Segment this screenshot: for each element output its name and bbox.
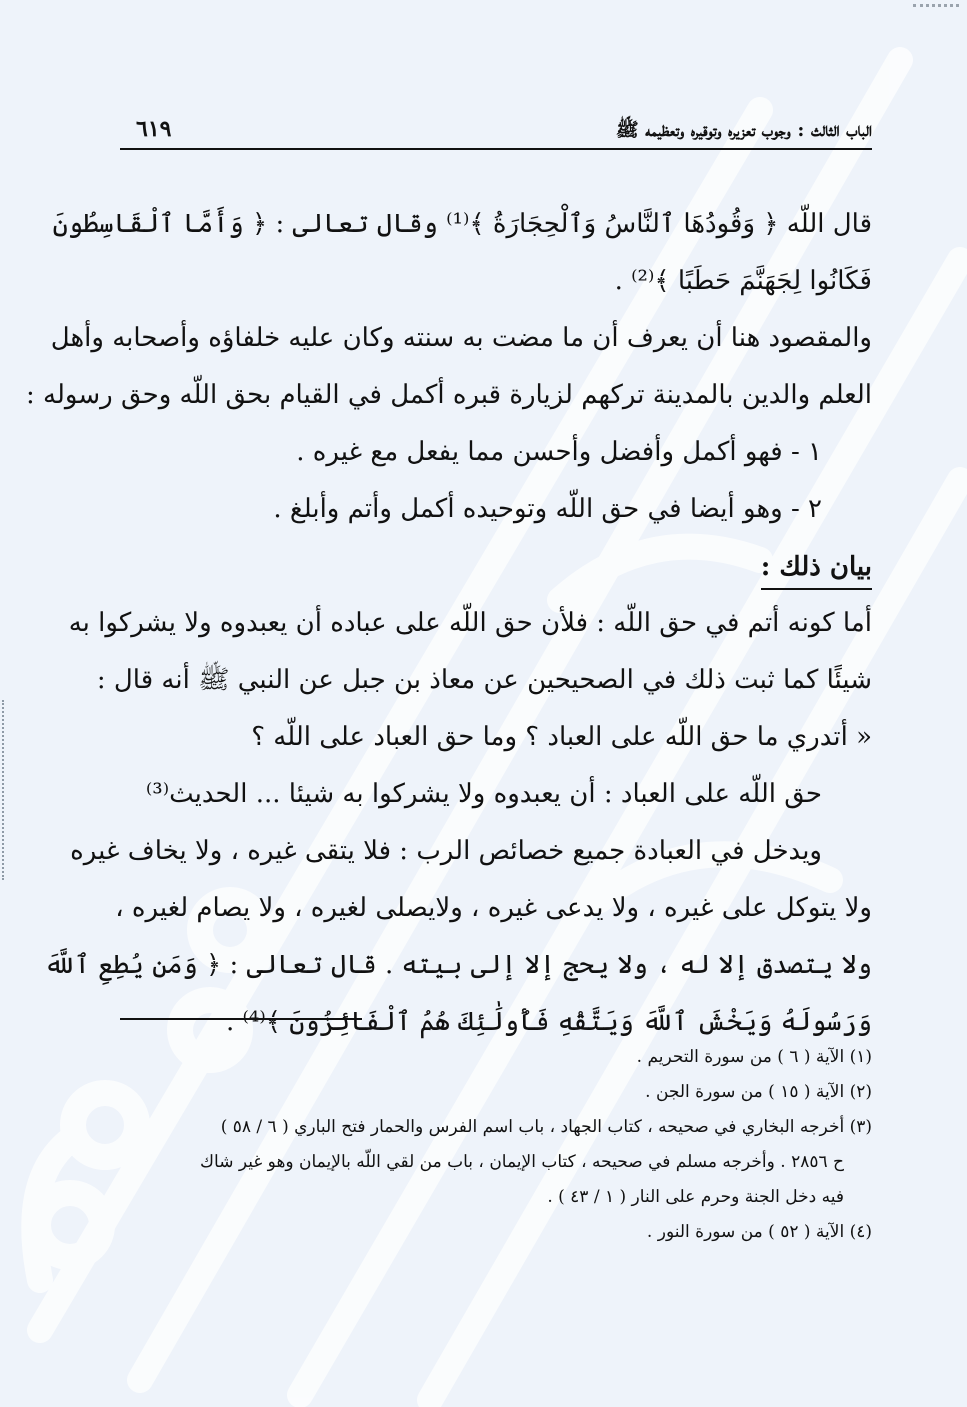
body-line: أما كونه أتم في حق اللّه : فلأن حق اللّه على عباده أن يعبدوه ولا يشركوا به	[68, 608, 872, 638]
body-line: شيئًا كما ثبت ذلك في الصحيحين عن معاذ بن جبل عن النبي ﷺ أنه قال :	[96, 665, 872, 695]
section-heading-row	[120, 538, 872, 595]
body-line: ولا يتصدق إلا له ، ولا يحج إلا إلى بيته . قال تعالى : ﴿ وَمَن يُطِعِ ٱللَّهَ	[44, 950, 872, 980]
body-line: قال اللّه ﴿ وَقُودُهَا ٱلنَّاسُ وَٱلْحِجَارَةُ ﴾⁽¹⁾ وقال تعالى : ﴿ وَأَمَّا ٱلْقَاسِطُونَ	[52, 209, 872, 239]
body-line: والمقصود هنا أن يعرف أن ما مضت به سنته وكان عليه خلفاؤه وأصحابه وأهل	[50, 323, 872, 353]
footnote-separator	[120, 1018, 362, 1020]
body-line: ويدخل في العبادة جميع خصائص الرب : فلا يتقى غيره ، ولا يخاف غيره	[70, 836, 822, 866]
body-line: ١ - فهو أكمل وأفضل وأحسن مما يفعل مع غيره .	[296, 437, 822, 467]
section-heading: بيان ذلك :	[761, 546, 872, 590]
body-text	[26, 196, 872, 1051]
document-page	[26, 112, 872, 1242]
body-line: حق اللّه على العباد : أن يعبدوه ولا يشركوا به شيئا ... الحديث⁽³⁾	[145, 779, 822, 809]
scan-corner-mark	[913, 4, 959, 7]
header-chapter-title: الباب الثالث : وجوب تعزيره وتوقيره وتعظيمه ﷺ	[615, 119, 872, 141]
running-header	[120, 112, 872, 150]
footnote-line: ح ٢٨٥٦ . وأخرجه مسلم في صحيحه ، كتاب الإيمان ، باب من لقي اللّه بالإيمان وهو غير شاك	[200, 1152, 844, 1172]
footnote-line: (٤) الآية ( ٥٢ ) من سورة النور .	[646, 1222, 872, 1242]
body-line: ولا يتوكل على غيره ، ولا يدعى غيره ، ولايصلى لغيره ، ولا يصام لغيره ،	[115, 893, 872, 923]
footnotes	[120, 1040, 872, 1250]
body-line: وَرَسُولَهُ وَيَخْشَ ٱللَّهَ وَيَتَّقْهِ فَأُولَٰئِكَ هُمُ ٱلْفَائِزُونَ ﴾⁽⁴⁾ .	[225, 1007, 872, 1037]
footnote-line: فيه دخل الجنة وحرم على النار ( ١ / ٤٣ ) .	[547, 1187, 844, 1207]
footnote-line: (٣) أخرجه البخاري في صحيحه ، كتاب الجهاد ، باب اسم الفرس والحمار فتح الباري ( ٦ / ٥٨ )	[220, 1117, 872, 1137]
footnote-line: (٢) الآية ( ١٥ ) من سورة الجن .	[645, 1082, 872, 1102]
scan-edge-ticks	[2, 700, 6, 880]
page-number: ٦١٩	[136, 116, 172, 142]
footnote-line: (١) الآية ( ٦ ) من سورة التحريم .	[636, 1047, 872, 1067]
body-line: العلم والدين بالمدينة تركهم لزيارة قبره أكمل في القيام بحق اللّه وحق رسوله :	[26, 380, 872, 410]
body-line: ٢ - وهو أيضا في حق اللّه وتوحيده أكمل وأتم وأبلغ .	[273, 494, 822, 524]
body-line: « أتدري ما حق اللّه على العباد ؟ وما حق العباد على اللّه ؟	[251, 722, 872, 752]
body-line: فَكَانُوا لِجَهَنَّمَ حَطَبًا ﴾⁽²⁾ .	[614, 266, 872, 296]
